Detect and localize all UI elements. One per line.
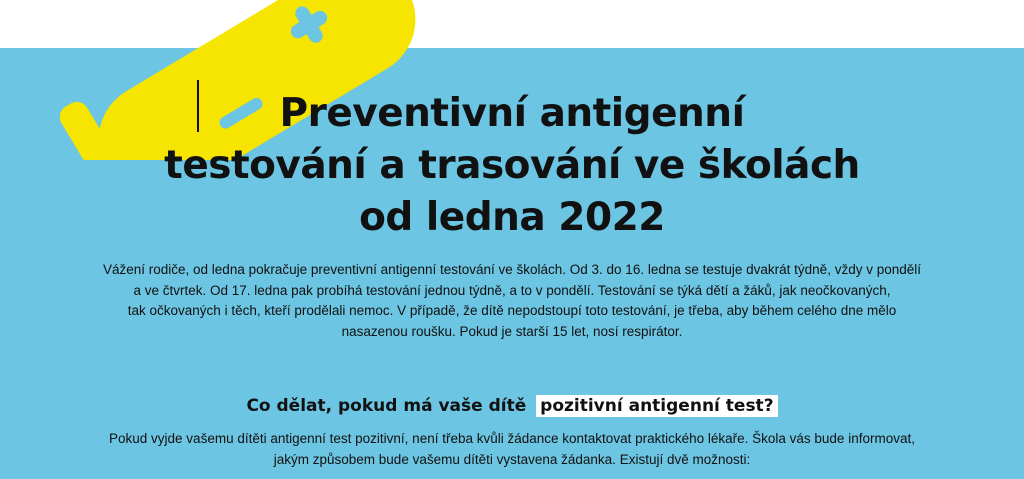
intro-line: Vážení rodiče, od ledna pokračuje preventivní antigenní testování ve školách. Od 3. do 16. ledna se testuje dvakrát týdně, vždy v pondělí bbox=[102, 262, 921, 277]
intro-line: a ve čtvrtek. Od 17. ledna pak probíhá testování jednou týdně, a to v pondělí. Testování se týká dětí a žáků, jak neočkovaných, bbox=[133, 282, 891, 298]
section-heading bbox=[0, 393, 1024, 419]
body-line: Pokud vyjde vašemu dítěti antigenní test pozitivní, není třeba kvůli žádance kontaktovat praktického lékaře. Škola vás bude informovat, bbox=[109, 431, 915, 446]
heading-highlight: pozitivní antigenní test? bbox=[536, 395, 777, 417]
intro-paragraph bbox=[100, 260, 924, 342]
text-cursor bbox=[197, 80, 199, 132]
page-title bbox=[0, 88, 1024, 244]
title-line: od ledna 2022 bbox=[359, 195, 665, 240]
body-line: jakým způsobem bude vašemu dítěti vystavena žádanka. Existují dvě možnosti: bbox=[273, 451, 751, 467]
title-line: testování a trasování ve školách bbox=[164, 143, 860, 188]
title-line: Preventivní antigenní bbox=[279, 91, 745, 136]
intro-line: tak očkovaných i těch, kteří prodělali nemoc. V případě, že dítě nepodstoupí toto testování, je třeba, aby během celého dne mělo bbox=[127, 303, 897, 318]
body-paragraph bbox=[90, 429, 934, 470]
intro-line: nasazenou roušku. Pokud je starší 15 let, nosí respirátor. bbox=[341, 323, 683, 339]
heading-prefix: Co dělat, pokud má vaše dítě bbox=[246, 396, 527, 416]
